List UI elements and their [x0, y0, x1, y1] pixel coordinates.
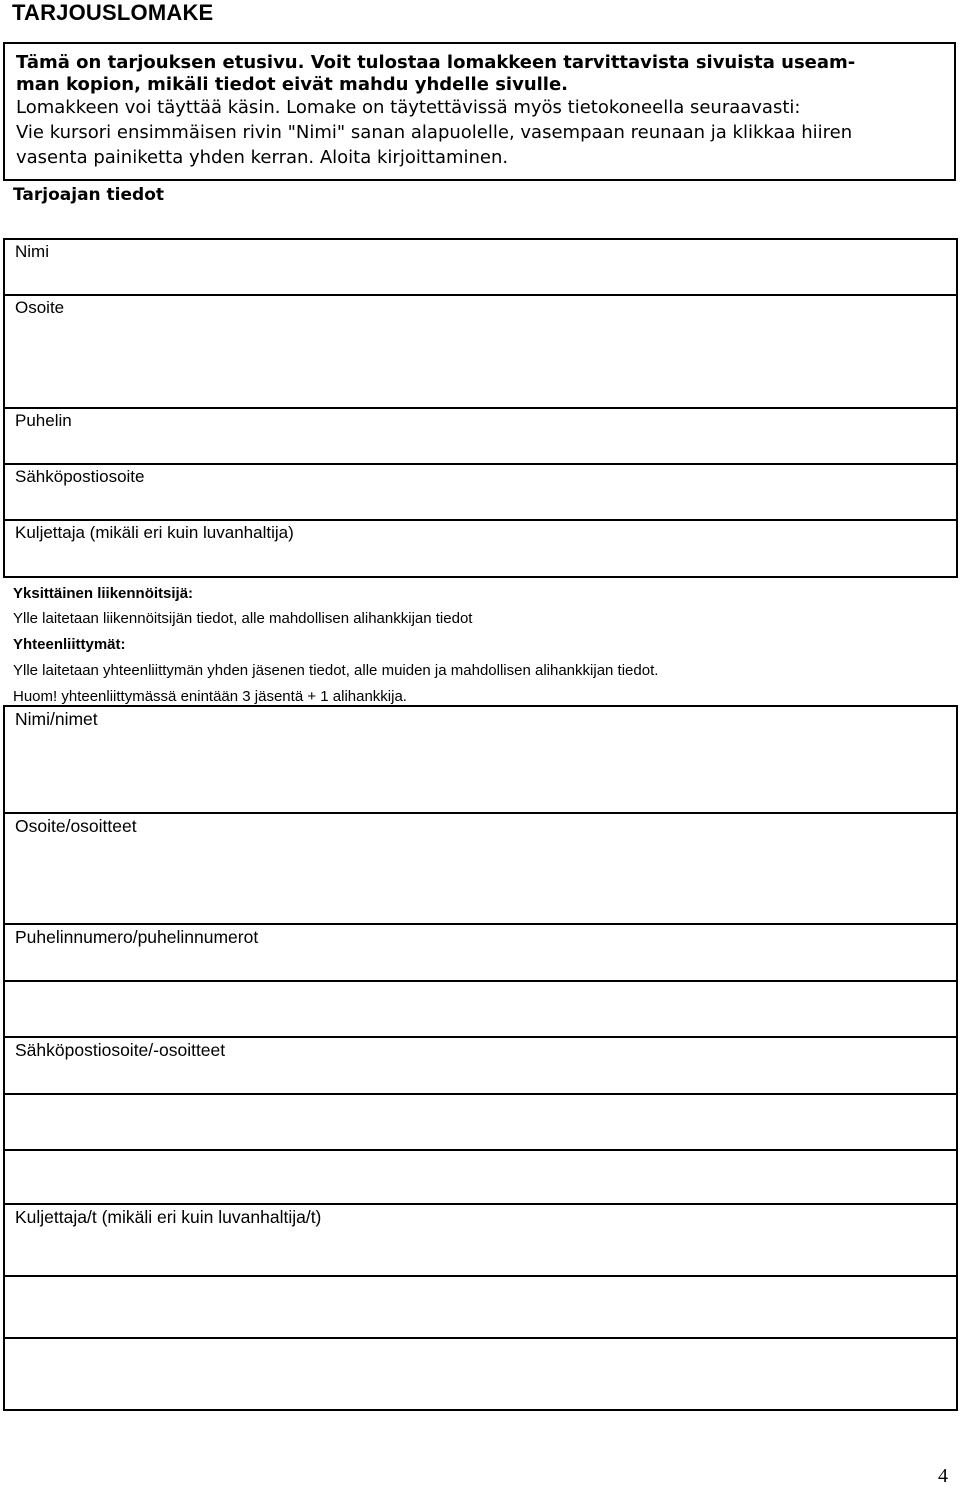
field-nimi[interactable] [3, 238, 958, 296]
field-label-osoite: Osoite [15, 298, 65, 317]
field-osoitteet[interactable] [3, 812, 958, 925]
field-label-osoitteet: Osoite/osoitteet [15, 816, 137, 836]
field-puhelinnumerot[interactable] [3, 923, 958, 982]
field-label-kuljettaja: Kuljettaja (mikäli eri kuin luvanhaltija) [15, 523, 294, 542]
field-sahkopostit-extra-row[interactable] [3, 1093, 958, 1151]
field-label-sahkopostit: Sähköpostiosoite/-osoitteet [15, 1040, 226, 1060]
instructions-box [3, 42, 956, 181]
instructions-line-5: vasenta painiketta yhden kerran. Aloita kirjoittaminen. [16, 147, 509, 168]
field-kuljettaja[interactable] [3, 519, 958, 578]
instructions-line-3: Lomakkeen voi täyttää käsin. Lomake on täytettävissä myös tietokoneella seuraavasti: [16, 97, 801, 118]
form-title: TARJOUSLOMAKE [12, 0, 214, 25]
field-kuljettajat-extra-row-2[interactable] [3, 1337, 958, 1411]
note-huom: Huom! yhteenliittymässä enintään 3 jäsentä + 1 alihankkija. [13, 688, 407, 705]
note-single-operator-text: Ylle laitetaan liikennöitsijän tiedot, alle mahdollisen alihankkijan tiedot [13, 610, 473, 627]
field-label-nimet: Nimi/nimet [15, 709, 98, 729]
note-consortium-title: Yhteenliittymät: [13, 636, 126, 653]
field-puhelin[interactable] [3, 407, 958, 465]
page-number: 4 [938, 1465, 948, 1487]
field-label-sahkoposti: Sähköpostiosoite [15, 467, 145, 486]
instructions-line-4: Vie kursori ensimmäisen rivin "Nimi" sanan alapuolelle, vasempaan reunaan ja klikkaa hiiren [16, 122, 853, 143]
instructions-line-2: man kopion, mikäli tiedot eivät mahdu yhdelle sivulle. [16, 74, 569, 95]
field-puhelinnumerot-extra-row[interactable] [3, 980, 958, 1038]
field-sahkoposti[interactable] [3, 463, 958, 521]
instructions-line-1: Tämä on tarjouksen etusivu. Voit tulostaa lomakkeen tarvittavista sivuista useam- [16, 52, 856, 73]
field-sahkopostit-extra-row-2[interactable] [3, 1149, 958, 1205]
field-nimet[interactable] [3, 705, 958, 814]
field-label-puhelinnumerot: Puhelinnumero/puhelinnumerot [15, 927, 259, 947]
field-kuljettajat[interactable] [3, 1203, 958, 1277]
field-label-kuljettajat: Kuljettaja/t (mikäli eri kuin luvanhaltija/t) [15, 1207, 322, 1227]
field-label-nimi: Nimi [15, 242, 49, 261]
field-sahkopostit[interactable] [3, 1036, 958, 1095]
note-single-operator-title: Yksittäinen liikennöitsijä: [13, 585, 194, 602]
field-label-puhelin: Puhelin [15, 411, 72, 430]
section-title-bidder-info: Tarjoajan tiedot [13, 185, 165, 205]
field-osoite[interactable] [3, 294, 958, 409]
field-kuljettajat-extra-row[interactable] [3, 1275, 958, 1339]
note-consortium-text: Ylle laitetaan yhteenliittymän yhden jäsenen tiedot, alle muiden ja mahdollisen alihankkijan tiedot. [13, 662, 659, 679]
